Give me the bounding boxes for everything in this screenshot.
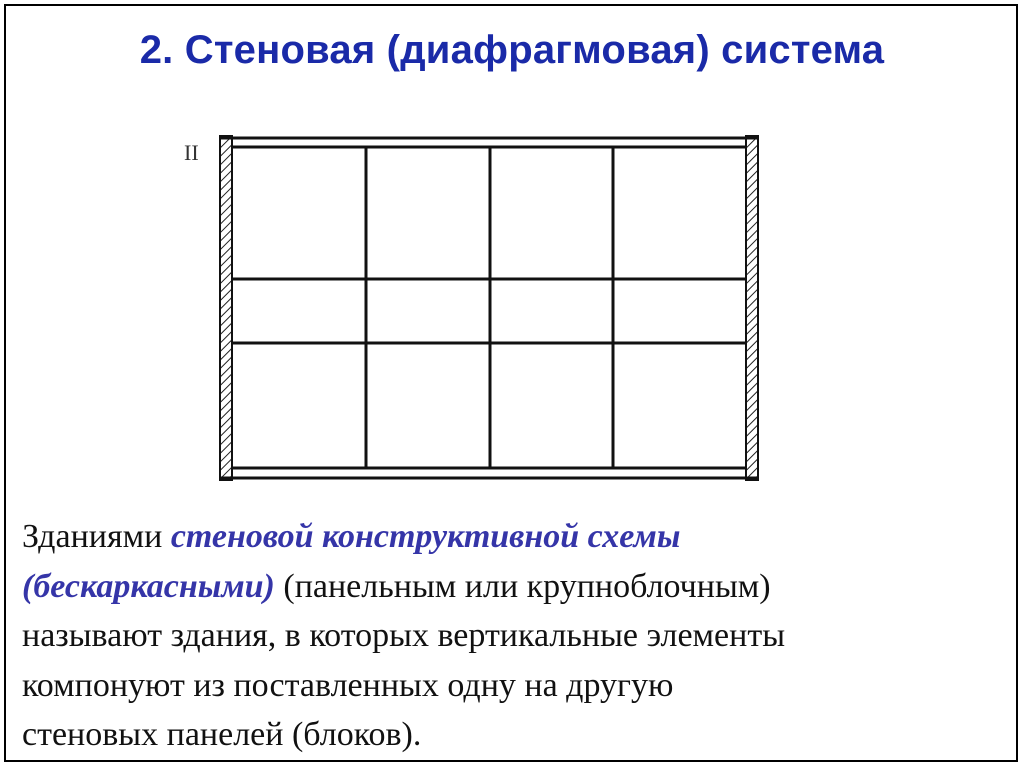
text-line-2: [22, 562, 1012, 612]
right-wall: [746, 136, 758, 480]
text-line-3: называют здания, в которых вертикальные элементы: [22, 617, 786, 654]
axis-label: II: [184, 140, 199, 165]
highlight-term: стеновой конструктивной схемы: [170, 518, 681, 555]
text-line-5: стеновых панелей (блоков).: [22, 716, 422, 753]
left-wall: [220, 136, 232, 480]
slide-title: 2. Стеновая (диафрагмовая) система: [139, 28, 885, 72]
highlight-term-2: (бескаркасными): [22, 567, 275, 605]
text-line-4: компонуют из поставленных одну на другую: [22, 666, 674, 704]
floor-plan-diagram: [180, 128, 780, 488]
text-line-1: [22, 512, 1012, 562]
text-segment: (панельным или крупноблочным): [274, 567, 771, 605]
text-segment: Зданиями: [22, 518, 171, 555]
definition-paragraph: [22, 512, 1012, 760]
